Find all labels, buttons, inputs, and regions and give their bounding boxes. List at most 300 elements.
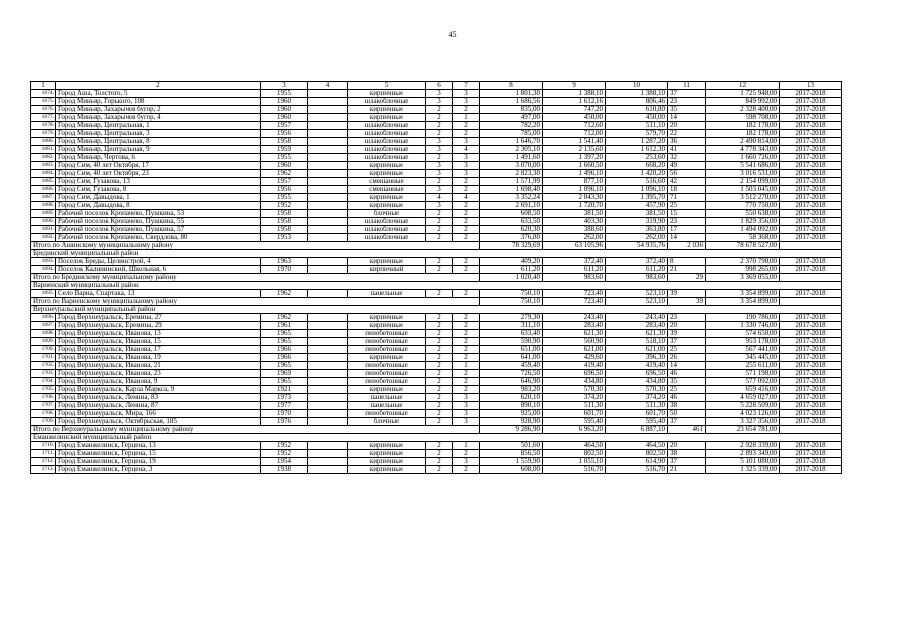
table-cell: 2 [453, 322, 480, 330]
table-cell: 1711. [31, 450, 56, 458]
table-cell: 243,40 [606, 314, 668, 322]
table-cell: 1 660,50 [543, 162, 606, 170]
total-cell: 983,60 [606, 274, 668, 282]
table-cell: 2017-2018 [780, 154, 842, 162]
table-cell: Рабочий поселок Кропачево, Пушкина, 55 [56, 218, 261, 226]
table-cell: 2 [426, 458, 453, 466]
table-cell: 419,40 [543, 362, 606, 370]
table-cell: пенобетонные [348, 330, 426, 338]
table-cell: 2 [426, 290, 453, 298]
table-cell: 3 [453, 410, 480, 418]
total-label: Итого по Варненскому муниципальному району [31, 298, 480, 306]
district-header-row [31, 250, 842, 258]
table-cell: 1960 [261, 106, 308, 114]
table-cell: 1 395,70 [606, 194, 668, 202]
table-cell: 3 [426, 202, 453, 210]
table-cell: 620,30 [480, 226, 543, 234]
table-cell: 1938 [261, 466, 308, 474]
table-cell: 2017-2018 [780, 130, 842, 138]
table-cell: 372,40 [606, 258, 668, 266]
table-cell: 2 154 099,00 [706, 178, 780, 186]
table-cell: 2 [453, 386, 480, 394]
table-cell: 1966 [261, 346, 308, 354]
total-cell [780, 274, 842, 282]
table-cell: 2 [453, 338, 480, 346]
table-cell: шлакоблочные [348, 154, 426, 162]
table-cell: 1674. [31, 90, 56, 98]
column-number-cell: 7 [453, 82, 480, 90]
table-cell: 1958 [261, 138, 308, 146]
column-number-cell: 12 [706, 82, 780, 90]
table-cell: 58 368,00 [706, 234, 780, 242]
table-cell: 1677. [31, 114, 56, 122]
table-cell: 2 [453, 450, 480, 458]
table-cell: 376,80 [480, 234, 543, 242]
table-cell: 2 [453, 186, 480, 194]
table-cell: 1 646,70 [480, 138, 543, 146]
table-cell: 570,30 [606, 386, 668, 394]
table-cell: 608,00 [480, 466, 543, 474]
table-cell: 579,70 [606, 130, 668, 138]
table-cell: 2 [453, 202, 480, 210]
table-cell: 4 [453, 194, 480, 202]
table-cell: Город Верхнеуральск, Иванова, 9 [56, 378, 261, 386]
table-cell [308, 178, 348, 186]
total-cell [780, 426, 842, 434]
table-cell: 21 [668, 266, 706, 274]
table-cell: 50 [668, 410, 706, 418]
table-cell [308, 410, 348, 418]
table-cell: 2 [426, 394, 453, 402]
table-cell: 2 [453, 210, 480, 218]
table-cell: смешанные [348, 186, 426, 194]
table-row [31, 458, 842, 466]
table-row [31, 130, 842, 138]
table-cell: 1 571,99 [480, 178, 543, 186]
table-cell: 614,90 [606, 458, 668, 466]
table-cell: 46 [668, 394, 706, 402]
table-cell: 2 [453, 218, 480, 226]
table-cell: 17 [668, 226, 706, 234]
table-cell: 311,10 [480, 322, 543, 330]
table-row [31, 346, 842, 354]
table-cell: 38 [668, 450, 706, 458]
table-cell: 4 778 343,00 [706, 146, 780, 154]
table-cell: 457,90 [606, 202, 668, 210]
district-header-row [31, 282, 842, 290]
table-cell [308, 322, 348, 330]
table-cell: кирпичные [348, 170, 426, 178]
column-number-cell: 8 [480, 82, 543, 90]
table-cell: 1 388,10 [543, 90, 606, 98]
table-cell: смешанные [348, 178, 426, 186]
table-cell [308, 226, 348, 234]
table-cell: 1963 [261, 258, 308, 266]
table-cell: 1958 [261, 218, 308, 226]
table-cell [308, 218, 348, 226]
table-cell: 2017-2018 [780, 346, 842, 354]
table-row [31, 114, 842, 122]
table-cell: 36 [668, 138, 706, 146]
total-cell: 29 [668, 274, 706, 282]
table-cell: 46 [668, 370, 706, 378]
table-cell: 38 [668, 402, 706, 410]
table-cell: 2017-2018 [780, 114, 842, 122]
table-row [31, 202, 842, 210]
table-cell: 2017-2018 [780, 98, 842, 106]
table-cell: кирпичные [348, 162, 426, 170]
district-name: Варненский муниципальный район [31, 282, 842, 290]
table-cell [308, 394, 348, 402]
table-cell [308, 186, 348, 194]
district-name: Верхнеуральский муниципальный район [31, 306, 842, 314]
table-cell: 1960 [261, 98, 308, 106]
table-cell [308, 162, 348, 170]
table-cell: 1960 [261, 114, 308, 122]
table-cell: 4 [426, 194, 453, 202]
table-cell: пенобетонные [348, 370, 426, 378]
table-cell: кирпичные [348, 202, 426, 210]
table-cell: 1 096,10 [543, 186, 606, 194]
table-cell: 5 101 080,00 [706, 458, 780, 466]
table-cell: 2017-2018 [780, 138, 842, 146]
table-cell: 2 [426, 362, 453, 370]
table-cell: 15 [668, 210, 706, 218]
table-row [31, 98, 842, 106]
table-cell: 42 [668, 178, 706, 186]
table-cell: Город Еманжелинск, Герцена, 13 [56, 442, 261, 450]
table-cell: 1 503 045,00 [706, 186, 780, 194]
table-cell: 1960 [261, 162, 308, 170]
page-number: 45 [448, 30, 457, 39]
total-label: Итого по Ашинскому муниципальному району [31, 242, 480, 250]
table-cell: Рабочий поселок Кропачево, Пушкина, 57 [56, 226, 261, 234]
table-cell: 1 612,30 [606, 146, 668, 154]
table-cell: 18 [668, 186, 706, 194]
table-cell [308, 138, 348, 146]
table-cell: 1 698,40 [480, 186, 543, 194]
table-cell: 23 [668, 98, 706, 106]
table-cell: 190 786,00 [706, 314, 780, 322]
district-total-row [31, 274, 842, 282]
table-row [31, 90, 842, 98]
table-cell: шлакоблочные [348, 98, 426, 106]
table-cell: 2017-2018 [780, 466, 842, 474]
table-cell: 611,20 [480, 266, 543, 274]
table-cell: 464,50 [543, 442, 606, 450]
table-cell: 497,00 [480, 114, 543, 122]
table-cell: 2 [426, 234, 453, 242]
table-cell: Село Варна, Спартака, 13 [56, 290, 261, 298]
total-cell [780, 298, 842, 306]
table-cell: 1684. [31, 170, 56, 178]
table-cell: 2 [453, 354, 480, 362]
table-row [31, 218, 842, 226]
table-cell: кирпичные [348, 458, 426, 466]
table-cell: 1680. [31, 138, 56, 146]
table-cell: 2017-2018 [780, 394, 842, 402]
table-cell: 1704. [31, 378, 56, 386]
table-cell [308, 122, 348, 130]
table-cell: шлакоблочные [348, 234, 426, 242]
table-cell: 1686. [31, 186, 56, 194]
table-cell: 2017-2018 [780, 370, 842, 378]
table-cell: 2 [426, 378, 453, 386]
table-cell: 1679. [31, 130, 56, 138]
table-cell [308, 234, 348, 242]
district-total-row [31, 298, 842, 306]
table-cell: 35 [668, 378, 706, 386]
table-cell: кирпичные [348, 450, 426, 458]
table-cell: 1 829 356,00 [706, 218, 780, 226]
table-cell: 2 [453, 122, 480, 130]
table-cell: 1 491,60 [480, 154, 543, 162]
table-cell: 1955 [261, 154, 308, 162]
table-cell [308, 202, 348, 210]
table-row [31, 266, 842, 274]
table-cell: 182 178,00 [706, 130, 780, 138]
table-cell: 2 [453, 346, 480, 354]
table-cell: 37 [668, 90, 706, 98]
table-cell: 345 445,00 [706, 354, 780, 362]
table-cell: 560,90 [543, 338, 606, 346]
table-cell [308, 370, 348, 378]
table-cell: 723,40 [543, 290, 606, 298]
table-cell: 511,10 [606, 122, 668, 130]
table-cell: Город Аша, Толстого, 5 [56, 90, 261, 98]
table-cell: 1712. [31, 458, 56, 466]
table-cell: 2017-2018 [780, 194, 842, 202]
table-cell: 2 [426, 178, 453, 186]
table-row [31, 154, 842, 162]
table-cell: Город Миньяр, Центральная, 9 [56, 146, 261, 154]
table-cell: Город Сим, Давыдова, 1 [56, 194, 261, 202]
table-cell: 1710. [31, 442, 56, 450]
table-cell: шлакоблочные [348, 146, 426, 154]
table-cell: 598 708,00 [706, 114, 780, 122]
table-cell: 2017-2018 [780, 186, 842, 194]
table-cell: 1956 [261, 130, 308, 138]
table-cell: 782,20 [480, 122, 543, 130]
table-cell: 2 370 790,00 [706, 258, 780, 266]
table-cell [308, 210, 348, 218]
table-row [31, 466, 842, 474]
table-cell: 2 823,30 [480, 170, 543, 178]
table-cell: 2017-2018 [780, 162, 842, 170]
table-cell: 659 416,00 [706, 386, 780, 394]
table-cell: 2017-2018 [780, 314, 842, 322]
table-cell: 1973 [261, 394, 308, 402]
table-cell: 2 [453, 178, 480, 186]
total-cell [780, 242, 842, 250]
table-cell: 39 [668, 290, 706, 298]
table-cell: 1706. [31, 394, 56, 402]
table-cell: 14 [668, 362, 706, 370]
column-number-cell: 5 [348, 82, 426, 90]
table-cell: 37 [668, 458, 706, 466]
table-cell: 2 [426, 130, 453, 138]
table-row [31, 162, 842, 170]
total-cell: 2 036 [668, 242, 706, 250]
table-cell: 429,60 [543, 354, 606, 362]
table-cell: 2 928 339,00 [706, 442, 780, 450]
table-cell: 2 [426, 226, 453, 234]
table-cell: 14 [668, 114, 706, 122]
table-cell: Город Сим, 40 лет Октября, 23 [56, 170, 261, 178]
table-cell: 1694. [31, 266, 56, 274]
table-cell: 2 [426, 266, 453, 274]
table-cell: 1965 [261, 330, 308, 338]
table-cell: 1969 [261, 370, 308, 378]
table-cell: пенобетонные [348, 362, 426, 370]
table-cell: 20 [668, 122, 706, 130]
table-cell: 1970 [261, 410, 308, 418]
table-row [31, 410, 842, 418]
table-cell: 2 [453, 314, 480, 322]
table-cell: 3 352,24 [480, 194, 543, 202]
table-cell: 3 354 899,00 [706, 290, 780, 298]
table-cell: 434,80 [543, 378, 606, 386]
table-cell: 23 [668, 314, 706, 322]
table-cell: 1962 [261, 314, 308, 322]
table-cell: кирпичные [348, 314, 426, 322]
table-cell: 620,10 [480, 394, 543, 402]
table-cell: 747,20 [543, 106, 606, 114]
table-cell: 2 [453, 234, 480, 242]
table-cell: 1691. [31, 226, 56, 234]
table-cell: 633,40 [480, 330, 543, 338]
table-cell: 802,50 [543, 450, 606, 458]
table-cell: 262,00 [606, 234, 668, 242]
table-cell: 1970 [261, 266, 308, 274]
table-cell: Город Верхнеуральск, Иванова, 15 [56, 338, 261, 346]
table-row [31, 226, 842, 234]
table-cell: 2 [426, 258, 453, 266]
table-cell: Город Миньяр, Горького, 108 [56, 98, 261, 106]
table-cell: Город Миньяр, Захарычев бугор, 2 [56, 106, 261, 114]
column-number-cell: 1 [31, 82, 56, 90]
table-cell: 550 638,00 [706, 210, 780, 218]
table-cell [308, 194, 348, 202]
table-cell [308, 458, 348, 466]
table-cell: 712,60 [543, 122, 606, 130]
table-row [31, 122, 842, 130]
table-cell [308, 338, 348, 346]
table-cell: блочные [348, 418, 426, 426]
table-cell: 1952 [261, 202, 308, 210]
table-cell: 590,90 [480, 338, 543, 346]
table-cell: 32 [668, 154, 706, 162]
table-cell: Поселок Калининский, Школьная, 6 [56, 266, 261, 274]
total-cell: 39 [668, 298, 706, 306]
table-cell [308, 450, 348, 458]
table-cell [308, 314, 348, 322]
table-cell: Город Сим, Гузакова, 13 [56, 178, 261, 186]
total-cell: 983,60 [543, 274, 606, 282]
table-cell: 8 [668, 258, 706, 266]
table-cell: 25 [668, 202, 706, 210]
table-cell: 611,20 [543, 266, 606, 274]
table-cell: 3 [453, 394, 480, 402]
table-row [31, 234, 842, 242]
table-cell [308, 418, 348, 426]
table-cell: 374,20 [606, 394, 668, 402]
table-cell: 1955 [261, 90, 308, 98]
table-cell: 262,00 [543, 234, 606, 242]
table-cell: 1958 [261, 210, 308, 218]
table-cell: 1962 [261, 290, 308, 298]
table-cell: 2 [426, 322, 453, 330]
table-cell: 2 [426, 314, 453, 322]
table-cell: 459,40 [480, 362, 543, 370]
table-cell: 3 [426, 170, 453, 178]
total-label: Итого по Верхнеуральскому муниципальному району [31, 426, 480, 434]
table-cell: 35 [668, 106, 706, 114]
table-cell: 403,30 [543, 218, 606, 226]
table-cell: 2017-2018 [780, 458, 842, 466]
table-cell: 2 [426, 114, 453, 122]
table-cell: 1 612,16 [543, 98, 606, 106]
table-cell [308, 442, 348, 450]
table-cell: 877,10 [543, 178, 606, 186]
column-number-cell: 11 [668, 82, 706, 90]
table-cell: 450,00 [543, 114, 606, 122]
table-cell: 388,60 [543, 226, 606, 234]
table-cell: 3 [426, 186, 453, 194]
table-cell: 3 [426, 162, 453, 170]
table-row [31, 106, 842, 114]
table-cell: 25 [668, 386, 706, 394]
table-cell: 374,20 [543, 394, 606, 402]
table-cell: 595,40 [543, 418, 606, 426]
total-cell: 750,10 [480, 298, 543, 306]
table-cell: 835,00 [480, 106, 543, 114]
table-cell: Город Еманжелинск, Герцена, 3 [56, 466, 261, 474]
table-cell: 363,80 [606, 226, 668, 234]
table-cell: блочные [348, 210, 426, 218]
table-cell: 785,00 [480, 130, 543, 138]
table-cell: 1 [453, 362, 480, 370]
table-cell: 2017-2018 [780, 442, 842, 450]
table-cell: 1965 [261, 362, 308, 370]
table-cell: 1 801,30 [480, 90, 543, 98]
table-cell: 37 [668, 338, 706, 346]
table-cell: 3 016 531,00 [706, 170, 780, 178]
table-cell: 570,30 [543, 386, 606, 394]
table-cell: 2 [453, 466, 480, 474]
table-cell: 372,40 [543, 258, 606, 266]
table-cell: 3 [453, 458, 480, 466]
table-cell [308, 114, 348, 122]
table-cell: Город Миньяр, Чертова, 6 [56, 154, 261, 162]
table-row [31, 330, 842, 338]
table-cell: 890,10 [480, 402, 543, 410]
table-cell: 3 [453, 138, 480, 146]
table-cell [308, 98, 348, 106]
table-cell: 2 135,60 [543, 146, 606, 154]
table-cell: 450,00 [606, 114, 668, 122]
table-cell: 2017-2018 [780, 106, 842, 114]
table-cell: 26 [668, 354, 706, 362]
table-cell [308, 354, 348, 362]
table-cell: 37 [668, 418, 706, 426]
table-cell: 621,30 [606, 330, 668, 338]
table-cell: 1921 [261, 386, 308, 394]
table-cell: 641,00 [480, 354, 543, 362]
table-cell: 23 [668, 218, 706, 226]
table-cell: 577 092,00 [706, 378, 780, 386]
table-cell: 1952 [261, 442, 308, 450]
